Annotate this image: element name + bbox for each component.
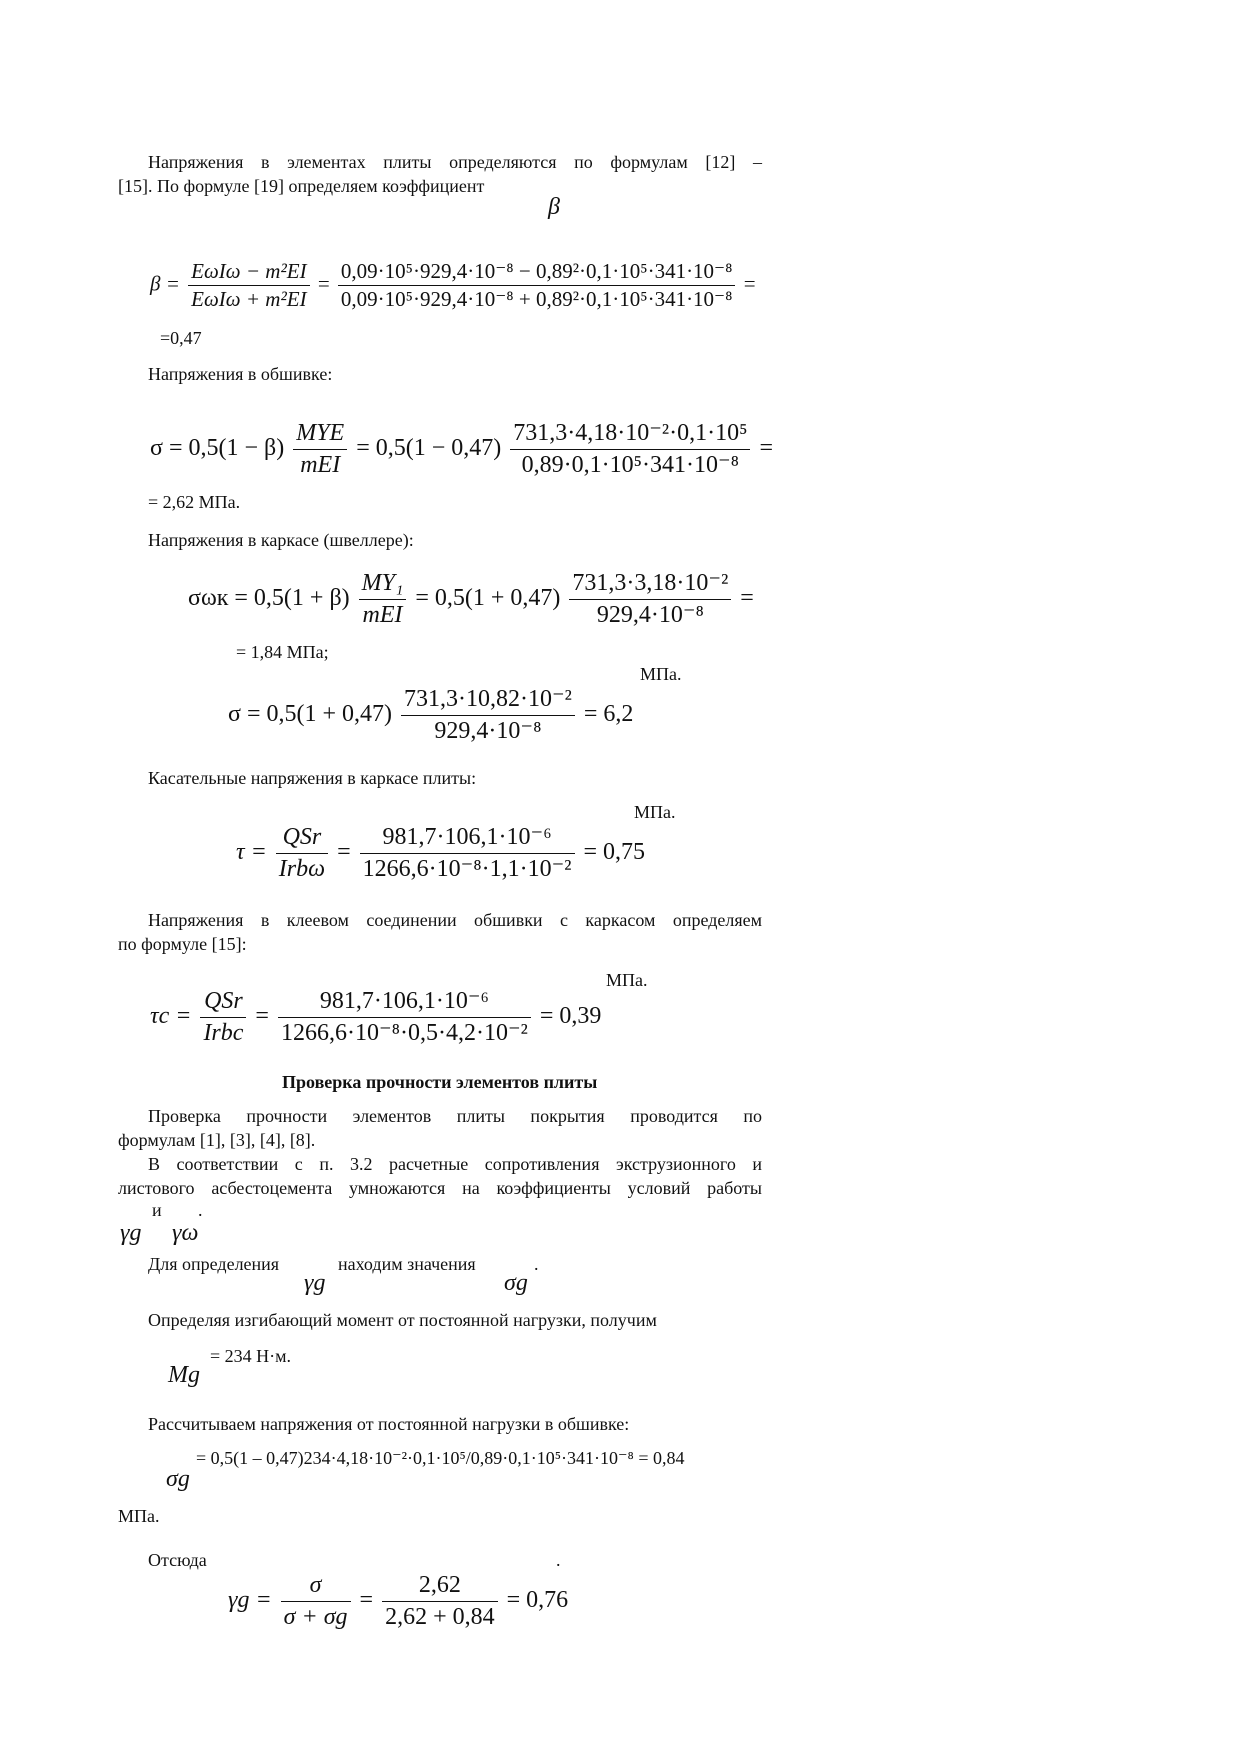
paragraph-13-dot: . <box>556 1550 561 1570</box>
paragraph-11: Рассчитываем напряжения от постоянной нагрузки в обшивке: <box>148 1414 630 1434</box>
paragraph-5-line-1: Напряжения в клеевом соединении обшивки с каркасом определяем <box>148 910 762 930</box>
formula-gamma-g-den2: 2,62 + 0,84 <box>382 1601 498 1633</box>
formula-sigma-frame <box>188 568 754 631</box>
formula-sigma-2-tail: = 6,2 <box>583 701 634 728</box>
paragraph-6-line-1: Проверка прочности элементов плиты покрытия проводится по <box>148 1106 762 1126</box>
formula-sigma-skin-result: = 2,62 МПа. <box>148 492 241 512</box>
gamma-g-symbol: γg <box>120 1220 142 1246</box>
formula-sigma-frame-den: mEI <box>359 599 407 631</box>
formula-tau-num: QSr <box>282 824 322 850</box>
paragraph-8-dot: . <box>534 1254 539 1274</box>
formula-sigma-2-lhs: σ = 0,5(1 + 0,47) <box>228 701 392 728</box>
formula-sigma-frame-mid: = 0,5(1 + 0,47) <box>415 585 561 612</box>
formula-tau-c-den2: 1266,6·10⁻⁸·0,5·4,2·10⁻² <box>278 1017 531 1049</box>
formula-sigma-skin <box>150 418 773 481</box>
sigma-g-expression: = 0,5(1 – 0,47)234·4,18·10⁻²·0,1·10⁵/0,89·0,1·10⁵·341·10⁻⁸ = 0,84 <box>196 1448 685 1468</box>
formula-gamma-g-eq: = <box>359 1587 374 1614</box>
formula-sigma-2-unit: МПа. <box>640 664 682 684</box>
formula-sigma-skin-tail: = <box>759 435 774 462</box>
formula-beta-den2: 0,09·10⁵·929,4·10⁻⁸ + 0,89²·0,1·10⁵·341·10⁻⁸ <box>338 285 736 313</box>
formula-sigma-frame-lhs: σωк = 0,5(1 + β) <box>188 585 350 612</box>
formula-gamma-g-lhs: γg = <box>228 1587 272 1614</box>
paragraph-2: Напряжения в обшивке: <box>148 364 333 384</box>
formula-sigma-2-num: 731,3·10,82·10⁻² <box>404 686 572 712</box>
sigma-g-symbol: σg <box>504 1270 528 1296</box>
paragraph-9: Определяя изгибающий момент от постоянной нагрузки, получим <box>148 1310 657 1330</box>
section-heading: Проверка прочности элементов плиты <box>282 1072 598 1092</box>
formula-beta-lhs: β = <box>150 271 180 296</box>
formula-beta-tail: = <box>743 271 756 296</box>
formula-beta-num2: 0,09·10⁵·929,4·10⁻⁸ − 0,89²·0,1·10⁵·341·10⁻⁸ <box>340 259 733 283</box>
paragraph-13: Отсюда <box>148 1550 207 1570</box>
moment-value: = 234 Н·м. <box>210 1346 292 1366</box>
formula-gamma-g-num2: 2,62 <box>418 1572 461 1598</box>
formula-sigma-skin-num2: 731,3·4,18·10⁻²·0,1·10⁵ <box>513 420 748 446</box>
formula-sigma-2-den: 929,4·10⁻⁸ <box>401 715 575 747</box>
formula-tau-c-num: QSr <box>204 988 243 1014</box>
paragraph-7-dot: . <box>198 1200 203 1220</box>
formula-tau-num2: 981,7·106,1·10⁻⁶ <box>382 824 552 850</box>
formula-tau <box>236 822 645 885</box>
paragraph-1-line-2: [15]. По формуле [19] определяем коэффициент <box>118 176 485 196</box>
paragraph-7-line-1: В соответствии с п. 3.2 расчетные сопротивления экструзионного и <box>148 1154 762 1174</box>
paragraph-4: Касательные напряжения в каркасе плиты: <box>148 768 477 788</box>
formula-beta-den: EωIω + m²EI <box>188 285 309 313</box>
formula-beta-eq: = <box>317 271 330 296</box>
formula-gamma-g-den: σ + σg <box>281 1601 351 1633</box>
formula-tau-eq: = <box>337 839 351 866</box>
formula-gamma-g-tail: = 0,76 <box>506 1587 569 1614</box>
formula-sigma-skin-mid: = 0,5(1 − 0,47) <box>356 435 502 462</box>
formula-sigma-skin-den: mEI <box>293 449 347 481</box>
formula-beta-result: =0,47 <box>160 328 202 348</box>
formula-tau-den: Irbω <box>276 853 328 885</box>
formula-sigma-skin-lhs: σ = 0,5(1 − β) <box>150 435 285 462</box>
sigma-g-symbol-2: σg <box>166 1466 190 1492</box>
formula-tau-lhs: τ = <box>236 839 267 866</box>
gamma-omega-symbol: γω <box>172 1220 199 1246</box>
formula-beta-num: EωIω − m²EI <box>191 259 307 283</box>
formula-sigma-2 <box>228 684 633 747</box>
formula-tau-c-num2: 981,7·106,1·10⁻⁶ <box>319 988 489 1014</box>
sigma-g-unit: МПа. <box>118 1506 160 1526</box>
formula-gamma-g-num: σ <box>309 1572 322 1598</box>
formula-sigma-frame-den2: 929,4·10⁻⁸ <box>569 599 731 631</box>
formula-tau-c-tail: = 0,39 <box>539 1003 602 1030</box>
beta-symbol: β <box>548 194 560 220</box>
paragraph-6-line-2: формулам [1], [3], [4], [8]. <box>118 1130 316 1150</box>
formula-gamma-g <box>228 1570 568 1633</box>
formula-sigma-frame-result: = 1,84 МПа; <box>236 642 329 662</box>
gamma-g-symbol-2: γg <box>304 1270 326 1296</box>
formula-tau-c-lhs: τc = <box>150 1003 192 1030</box>
formula-beta <box>150 258 756 314</box>
paragraph-1-line-1: Напряжения в элементах плиты определяются по формулам [12] – <box>148 152 762 172</box>
paragraph-3: Напряжения в каркасе (швеллере): <box>148 530 414 550</box>
formula-sigma-skin-num: MYE <box>296 420 345 446</box>
paragraph-8-part-1: Для определения <box>148 1254 280 1274</box>
formula-tau-tail: = 0,75 <box>583 839 646 866</box>
formula-tau-c <box>150 986 601 1049</box>
formula-tau-c-den: Irbc <box>200 1017 246 1049</box>
formula-sigma-skin-den2: 0,89·0,1·10⁵·341·10⁻⁸ <box>510 449 750 481</box>
moment-g-symbol: Mg <box>168 1362 200 1388</box>
formula-tau-c-eq: = <box>255 1003 269 1030</box>
formula-tau-den2: 1266,6·10⁻⁸·1,1·10⁻² <box>360 853 575 885</box>
formula-sigma-frame-tail: = <box>740 585 754 612</box>
paragraph-5-line-2: по формуле [15]: <box>118 934 247 954</box>
paragraph-7-and: и <box>152 1200 162 1220</box>
paragraph-8-part-2: находим значения <box>338 1254 476 1274</box>
formula-sigma-frame-num2: 731,3·3,18·10⁻² <box>572 570 729 596</box>
formula-sigma-frame-num: MY₁ <box>361 570 404 596</box>
formula-tau-unit: МПа. <box>634 802 676 822</box>
formula-tau-c-unit: МПа. <box>606 970 648 990</box>
paragraph-7-line-2: листового асбестоцемента умножаются на коэффициенты условий работы <box>118 1178 762 1198</box>
